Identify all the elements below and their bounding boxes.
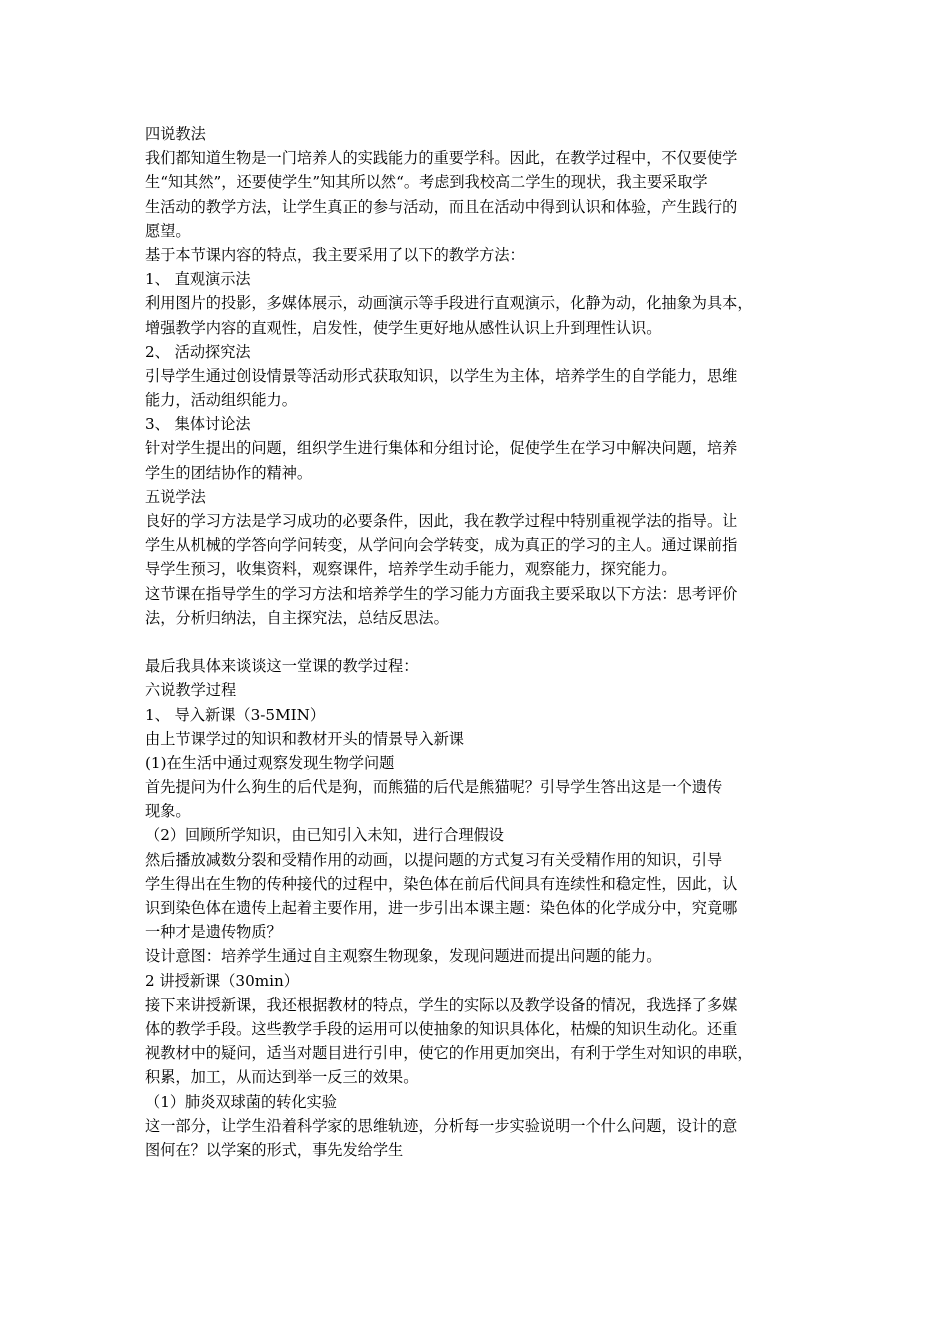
list-item-heading: 3、 集体讨论法 bbox=[145, 415, 251, 434]
sub-item-heading: （1）肺炎双球菌的转化实验 bbox=[145, 1092, 337, 1111]
paragraph-line: 学生的团结协作的精神。 bbox=[145, 463, 313, 482]
paragraph-line: 一种才是遗传物质？ bbox=[145, 923, 282, 942]
sub-item-heading: (1)在生活中通过观察发现生物学问题 bbox=[145, 753, 395, 772]
paragraph-line: 识到染色体在遗传上起着主要作用，进一步引出本课主题：染色体的化学成分中，究竟哪 bbox=[145, 899, 738, 917]
paragraph-line: 生“知其然”，还要使学生”知其所以然“。考虑到我校高二学生的现状，我主要采取学 bbox=[145, 173, 708, 192]
paragraph-line: 然后播放减数分裂和受精作用的动画，以提问题的方式复习有关受精作用的知识，引导 bbox=[145, 850, 723, 869]
paragraph-line: 利用图片的投影，多媒体展示，动画演示等手段进行直观演示，化静为动，化抽象为具本， bbox=[145, 294, 753, 313]
paragraph-line: 这节课在指导学生的学习方法和培养学生的学习能力方面我主要采取以下方法：思考评价 bbox=[145, 584, 738, 603]
section-heading-teaching-methods: 四说教法 bbox=[145, 125, 206, 143]
paragraph-line: 体的教学手段。这些教学手段的运用可以使抽象的知识具体化，枯燥的知识生动化。还重 bbox=[145, 1019, 738, 1038]
paragraph-line: 设计意图：培养学生通过自主观察生物现象，发现问题进而提出问题的能力。 bbox=[145, 947, 662, 966]
paragraph-line: 图何在？以学案的形式，事先发给学生 bbox=[145, 1140, 404, 1159]
paragraph-line: 最后我具体来谈谈这一堂课的教学过程： bbox=[145, 657, 419, 676]
paragraph-line: 基于本节课内容的特点，我主要采用了以下的教学方法： bbox=[145, 245, 525, 264]
paragraph-line: 生活动的教学方法，让学生真正的参与活动，而且在活动中得到认识和体验，产生践行的 bbox=[145, 197, 738, 216]
paragraph-line: 学生得出在生物的传种接代的过程中，染色体在前后代间具有连续性和稳定性，因此，认 bbox=[145, 874, 738, 893]
section-heading-teaching-process: 六说教学过程 bbox=[145, 681, 237, 700]
paragraph-line: 学生从机械的学答向学问转变，从学问向会学转变，成为真正的学习的主人。通过课前指 bbox=[145, 536, 738, 555]
paragraph-line: 接下来讲授新课，我还根据教材的特点，学生的实际以及教学设备的情况，我选择了多媒 bbox=[145, 995, 738, 1014]
document-body bbox=[145, 122, 810, 1162]
list-item-heading: 1、 直观演示法 bbox=[145, 270, 251, 289]
paragraph-line: 首先提问为什么狗生的后代是狗，而熊猫的后代是熊猫呢？引导学生答出这是一个遗传 bbox=[145, 778, 723, 797]
list-item-heading: 2、 活动探究法 bbox=[145, 342, 251, 361]
paragraph-line: 这一部分，让学生沿着科学家的思维轨迹，分析每一步实验说明一个什么问题，设计的意 bbox=[145, 1116, 738, 1135]
section-heading-learning-methods: 五说学法 bbox=[145, 487, 206, 506]
list-item-heading: 2 讲授新课（30min） bbox=[145, 971, 299, 990]
paragraph-line: 愿望。 bbox=[145, 221, 191, 240]
paragraph-line: 针对学生提出的问题，组织学生进行集体和分组讨论，促使学生在学习中解决问题，培养 bbox=[145, 439, 738, 458]
paragraph-line: 良好的学习方法是学习成功的必要条件，因此，我在教学过程中特别重视学法的指导。让 bbox=[145, 512, 738, 530]
paragraph-line: 视教材中的疑问，适当对题目进行引申，使它的作用更加突出，有利于学生对知识的串联， bbox=[145, 1044, 753, 1063]
paragraph-line: 积累，加工，从而达到举一反三的效果。 bbox=[145, 1068, 419, 1087]
paragraph-line: 能力，活动组织能力。 bbox=[145, 391, 297, 410]
paragraph-line: 法，分析归纳法，自主探究法，总结反思法。 bbox=[145, 608, 449, 627]
paragraph-line: 导学生预习，收集资料，观察课件，培养学生动手能力，观察能力，探究能力。 bbox=[145, 560, 677, 579]
list-item-heading: 1、 导入新课（3-5MIN） bbox=[145, 705, 326, 724]
paragraph-line: 由上节课学过的知识和教材开头的情景导入新课 bbox=[145, 729, 464, 748]
paragraph-line: 我们都知道生物是一门培养人的实践能力的重要学科。因此，在教学过程中，不仅要使学 bbox=[145, 149, 738, 168]
paragraph-line: 增强教学内容的直观性，启发性，使学生更好地从感性认识上升到理性认识。 bbox=[145, 318, 662, 337]
blank-line bbox=[145, 630, 810, 654]
paragraph-line: 现象。 bbox=[145, 802, 191, 821]
paragraph-line: 引导学生通过创设情景等活动形式获取知识，以学生为主体，培养学生的自学能力，思维 bbox=[145, 366, 738, 385]
sub-item-heading: （2）回顾所学知识，由已知引入未知，进行合理假设 bbox=[145, 826, 504, 845]
